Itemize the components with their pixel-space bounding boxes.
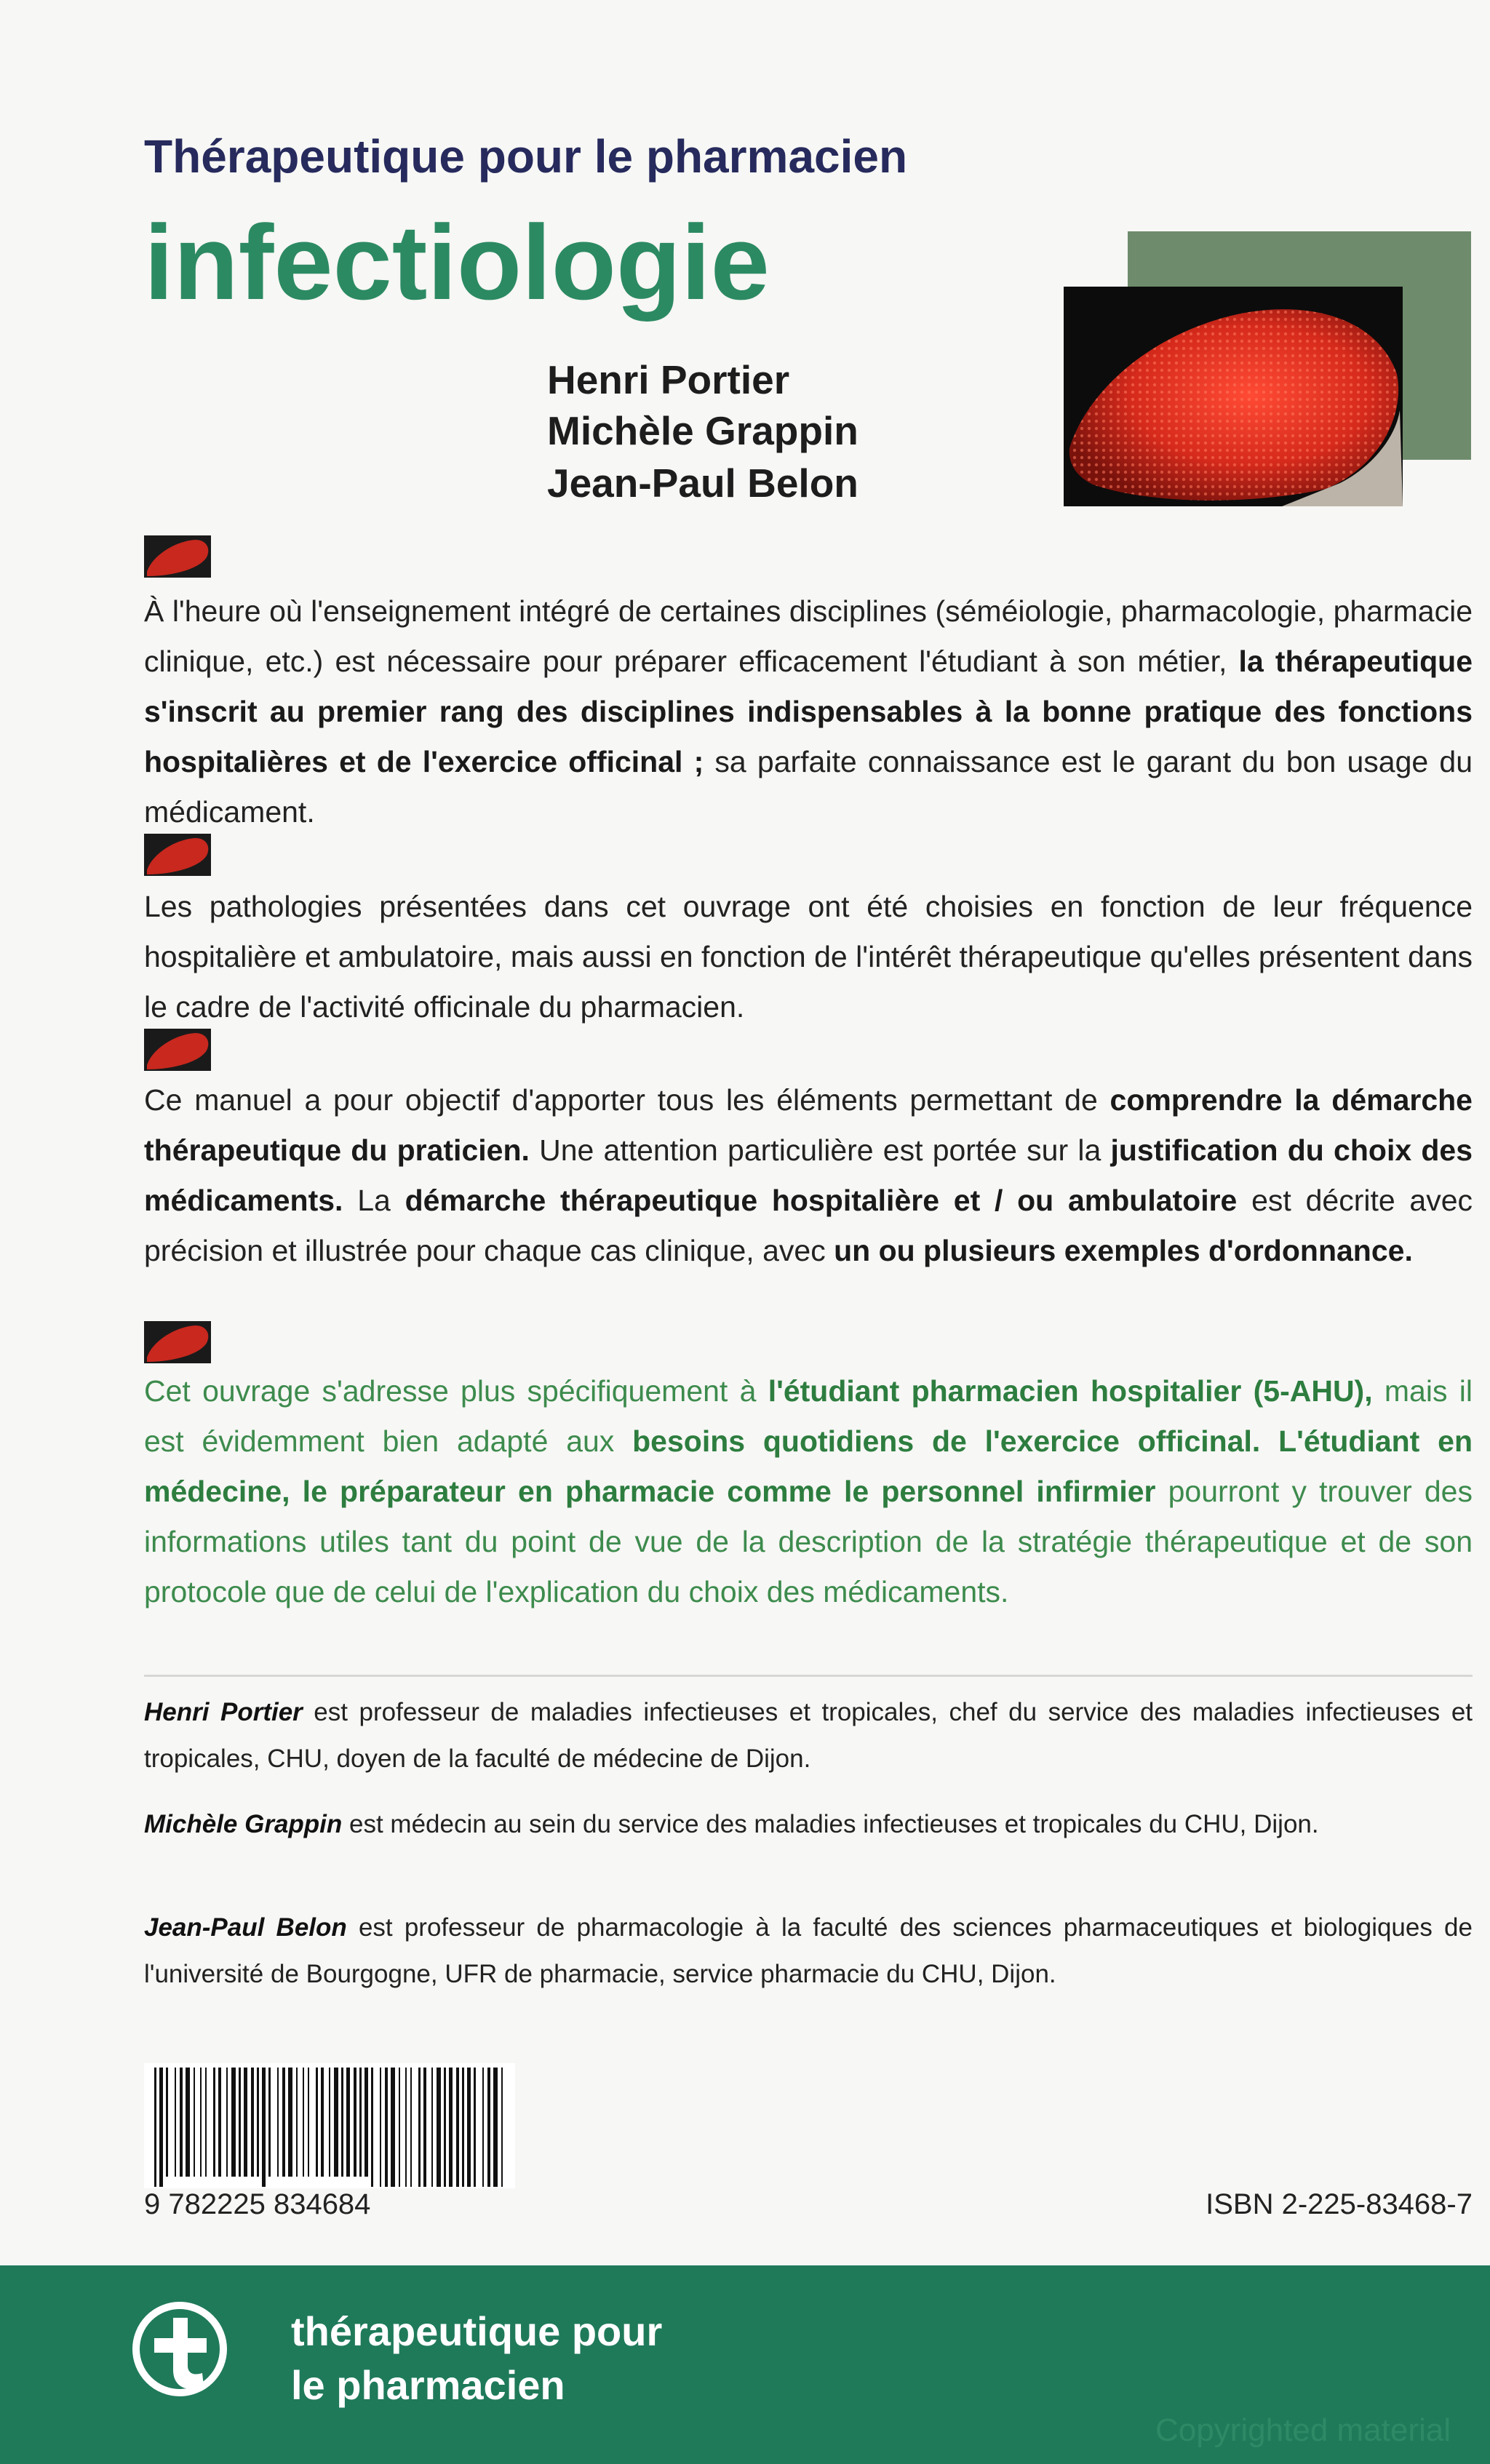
section-divider [144,1675,1473,1677]
author-bio: Henri Portier est professeur de maladies infectieuses et tropicales, chef du service des maladies infectieuses et tropicales, CHU, doyen de la faculté de médecine de Dijon. [144,1698,1473,1773]
barcode-bar [303,2068,304,2177]
barcode-bar [251,2068,254,2177]
barcode-bar [329,2068,330,2177]
barcode-bar [467,2068,471,2187]
barcode-bar [449,2068,453,2187]
barcode-bar [346,2068,350,2177]
barcode-bar [405,2068,407,2187]
cover-illustration [1064,231,1471,508]
paragraph-intro: À l'heure où l'enseignement intégré de certaines disciplines (séméiologie, pharmacologie, pharmacie clinique, etc.) est nécessaire pour préparer efficacement l'étudiant à son métier, la thérapeutique s'inscrit au premier rang des disciplines indispensables à la bonne pratique des fonctions hospitalières et de l'exercice officinal ; sa parfaite connaissance est le garant du bon usage du médicament. [144,594,1473,829]
barcode-bar [354,2068,356,2177]
author-bio: Michèle Grappin est médecin au sein du service des maladies infectieuses et tropicales du CHU, Dijon. [144,1810,1319,1838]
barcode-bar [296,2068,298,2177]
plus-logo-icon [131,2300,228,2398]
series-title: Thérapeutique pour le pharmacien [144,130,908,183]
barcode-bar [268,2068,271,2177]
barcode-bar [385,2068,388,2187]
paragraph-pathologies: Les pathologies présentées dans cet ouvrage ont été choisies en fonction de leur fréquence hospitalière et ambulatoire, mais aussi en fonction de l'intérêt thérapeutique qu'elles présentent dans le cadre de l'activité officinale du pharmacien. [144,890,1473,1024]
barcode-bar [308,2068,309,2177]
barcode-bar [205,2068,207,2177]
copyright-watermark: Copyrighted material [1155,2412,1451,2448]
barcode-bar [180,2068,183,2177]
barcode-bar [231,2068,236,2177]
barcode-bar [213,2068,215,2177]
paragraph-objective: Ce manuel a pour objectif d'apporter tous les éléments permettant de comprendre la démarche thérapeutique du praticien. Une attention particulière est portée sur la justification du choix des médicaments. La démarche thérapeutique hospitalière et / ou ambulatoire est décrite avec précision et illustrée pour chaque cas clinique, avec un ou plusieurs exemples d'ordonnance. [144,1083,1473,1267]
barcode-bar [399,2068,400,2187]
barcode-bar [482,2068,484,2187]
author-name: Henri Portier [547,357,790,402]
barcode-bar [194,2068,195,2177]
barcode-bar [334,2068,338,2177]
barcode-bar [462,2068,464,2187]
barcode-bar [391,2068,395,2187]
cover-photo [1064,287,1403,506]
red-bullet-icon [144,535,211,578]
footer-series-name: thérapeutique pour le pharmacien [291,2308,663,2408]
barcode-bar [166,2068,168,2177]
barcode-bar [282,2068,285,2177]
barcode-bar [244,2068,247,2177]
barcode-bar [487,2068,490,2187]
barcode-bar [359,2068,362,2177]
barcode-bar [226,2068,228,2177]
barcode-bar [423,2068,426,2187]
barcode-bar [410,2068,412,2187]
barcode-bar [456,2068,459,2187]
barcode-bar [277,2068,279,2177]
author-bio: Jean-Paul Belon est professeur de pharmacologie à la faculté des sciences pharmaceutiques et biologiques de l'université de Bourgogne, UFR de pharmacie, service pharmacie du CHU, Dijon. [144,1913,1473,1988]
isbn-number: ISBN 2-225-83468-7 [1206,2188,1473,2220]
barcode-bar [316,2068,318,2177]
barcode-bar [159,2068,163,2187]
barcode-bar [380,2068,381,2187]
barcode-bar [154,2068,156,2187]
red-bullet-icon [144,834,211,876]
barcode-bar [257,2068,259,2177]
barcode-bar [493,2068,498,2187]
book-title: infectiologie [144,203,770,322]
barcode [144,2063,515,2188]
author-name: Jean-Paul Belon [547,460,858,506]
barcode-bar [321,2068,324,2177]
red-bullet-icon [144,1321,211,1363]
barcode-bar [371,2068,373,2187]
barcode-bar [418,2068,421,2187]
barcode-digits: 9 782225 834684 [144,2188,371,2220]
barcode-bar [431,2068,433,2187]
barcode-bar [218,2068,221,2177]
red-bullet-icon [144,1029,211,1071]
author-name: Michèle Grappin [547,408,858,453]
barcode-bar [175,2068,176,2177]
barcode-bar [341,2068,343,2177]
barcode-bar [200,2068,202,2177]
barcode-bar [501,2068,503,2187]
barcode-bar [474,2068,476,2187]
barcode-bar [186,2068,190,2177]
paragraph-audience: Cet ouvrage s'adresse plus spécifiquement à l'étudiant pharmacien hospitalier (5-AHU), mais il est évidemment bien adapté aux besoins quotidiens de l'exercice officinal. L'étudiant en médecine, le préparateur en pharmacie comme le personnel infirmier pourront y trouver des informations utiles tant du point de vue de la description de la stratégie thérapeutique et de son protocole que de celui de l'explication du choix des médicaments. [144,1374,1473,1608]
barcode-bar [288,2068,292,2177]
barcode-bar [364,2068,368,2177]
barcode-bar [262,2068,266,2187]
barcode-bar [239,2068,241,2177]
barcode-bar [437,2068,441,2187]
barcode-bar [444,2068,446,2187]
